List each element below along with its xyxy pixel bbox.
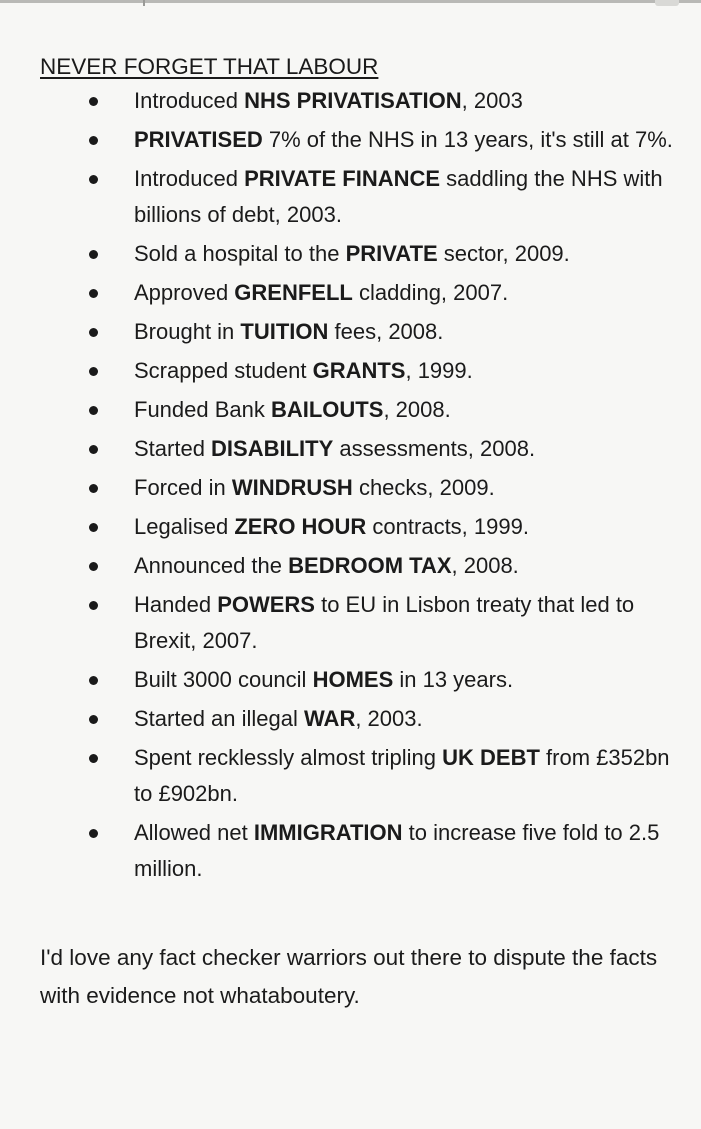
bullet-icon <box>89 445 98 454</box>
list-item: Introduced PRIVATE FINANCE saddling the NHS with billions of debt, 2003. <box>40 161 680 233</box>
bullet-icon <box>89 328 98 337</box>
bullet-icon <box>89 250 98 259</box>
bullet-icon <box>89 523 98 532</box>
bullet-icon <box>89 406 98 415</box>
list-item: Introduced NHS PRIVATISATION, 2003 <box>40 83 680 119</box>
list-item: Funded Bank BAILOUTS, 2008. <box>40 392 680 428</box>
bullet-icon <box>89 601 98 610</box>
list-item: Built 3000 council HOMES in 13 years. <box>40 662 680 698</box>
list-item: Brought in TUITION fees, 2008. <box>40 314 680 350</box>
list-item: Announced the BEDROOM TAX, 2008. <box>40 548 680 584</box>
bullet-icon <box>89 97 98 106</box>
bullet-icon <box>89 289 98 298</box>
list-item: Started an illegal WAR, 2003. <box>40 701 680 737</box>
list-item: Legalised ZERO HOUR contracts, 1999. <box>40 509 680 545</box>
page-title: NEVER FORGET THAT LABOUR <box>40 54 379 79</box>
bullet-icon <box>89 484 98 493</box>
bullet-icon <box>89 754 98 763</box>
bullet-icon <box>89 367 98 376</box>
claims-list <box>40 83 680 887</box>
list-item: Forced in WINDRUSH checks, 2009. <box>40 470 680 506</box>
list-item: PRIVATISED 7% of the NHS in 13 years, it's still at 7%. <box>40 122 680 158</box>
list-item: Started DISABILITY assessments, 2008. <box>40 431 680 467</box>
top-edge-mark <box>143 0 145 6</box>
bullet-icon <box>89 562 98 571</box>
top-corner-fragment <box>655 0 679 6</box>
bullet-icon <box>89 676 98 685</box>
top-border <box>0 0 701 3</box>
bullet-icon <box>89 829 98 838</box>
bullet-icon <box>89 175 98 184</box>
bullet-icon <box>89 136 98 145</box>
list-item: Allowed net IMMIGRATION to increase five fold to 2.5 million. <box>40 815 680 887</box>
document-body <box>40 51 680 1038</box>
list-item: Handed POWERS to EU in Lisbon treaty that led to Brexit, 2007. <box>40 587 680 659</box>
list-item: Spent recklessly almost tripling UK DEBT from £352bn to £902bn. <box>40 740 680 812</box>
list-item: Scrapped student GRANTS, 1999. <box>40 353 680 389</box>
closing-statement: I'd love any fact checker warriors out there to dispute the facts with evidence not whataboutery. <box>40 945 658 1008</box>
bullet-icon <box>89 715 98 724</box>
list-item: Sold a hospital to the PRIVATE sector, 2009. <box>40 236 680 272</box>
list-item: Approved GRENFELL cladding, 2007. <box>40 275 680 311</box>
